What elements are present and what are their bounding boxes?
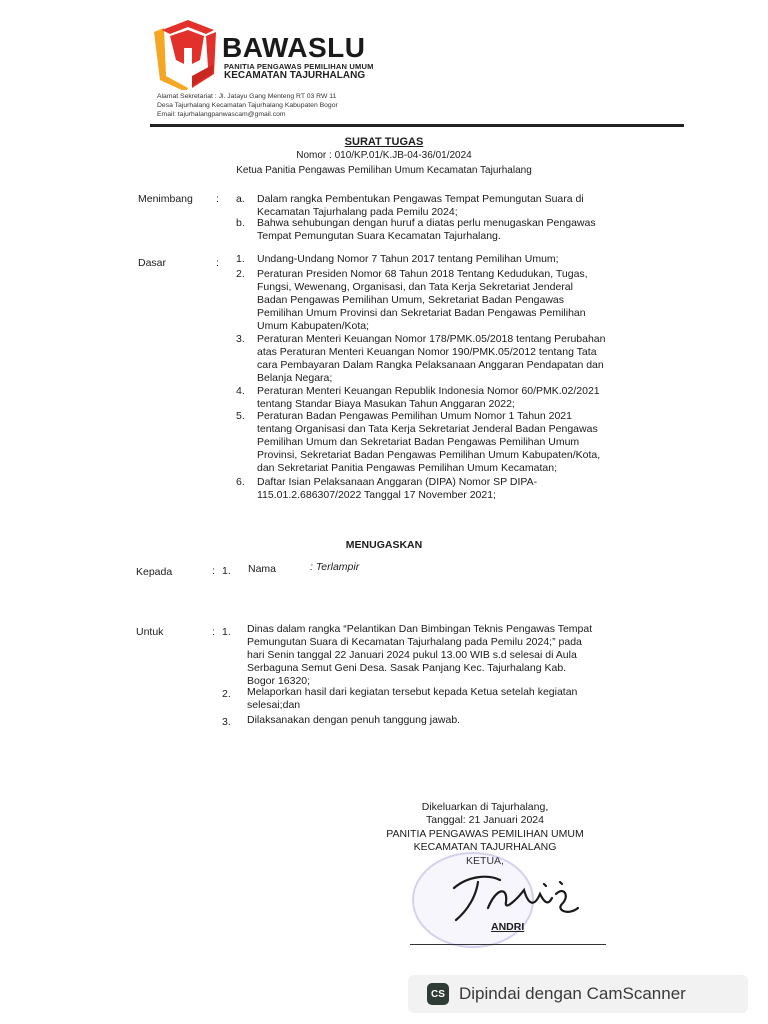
dasar-item-4: [257, 385, 657, 411]
untuk-item-1-line-1: Dinas dalam rangka “Pelantikan Dan Bimbingan Teknis Pengawas Tempat: [247, 623, 593, 635]
menimbang-item-a: [257, 193, 661, 219]
untuk-item-2: [247, 686, 647, 712]
dasar-item-6-line-1: Daftar Isian Pelaksanaan Anggaran (DIPA) Nomor SP DIPA-: [257, 476, 538, 488]
issued-place: Dikeluarkan di Tajurhalang,: [421, 801, 549, 813]
dasar-item-4-line-1: Peraturan Menteri Keuangan Republik Indonesia Nomor 60/PMK.02/2021: [257, 385, 600, 397]
dasar-item-3: [257, 333, 657, 385]
address-line-1: Alamat Sekretariat : Jl. Jatayu Gang Menteng RT 03 RW 11: [157, 93, 337, 100]
dasar-item-3-line-1: Peraturan Menteri Keuangan Nomor 178/PMK.05/2018 tentang Perubahan: [257, 333, 606, 345]
menimbang-item-a-line-2: Kecamatan Tajurhalang pada Pemilu 2024;: [257, 206, 458, 218]
menimbang-label: Menimbang: [138, 193, 193, 205]
dasar-item-5-line-5: dan Sekretariat Panitia Pengawas Pemilihan Umum Kecamatan;: [257, 462, 557, 474]
menimbang-item-b-line-1: Bahwa sehubungan dengan huruf a diatas perlu menugaskan Pengawas: [257, 217, 596, 229]
dasar-item-5-marker: 5.: [236, 410, 245, 422]
document-number: Nomor : 010/KP.01/K.JB-04-36/01/2024: [296, 150, 472, 161]
menimbang-item-b-line-2: Tempat Pemungutan Suara Kecamatan Tajurhalang.: [257, 230, 501, 242]
untuk-item-2-line-2: selesai;dan: [247, 699, 301, 711]
untuk-item-3: [247, 714, 647, 727]
signatory-name: ANDRI: [491, 921, 525, 933]
dasar-item-3-line-2: atas Peraturan Menteri Keuangan Nomor 190/PMK.05/2012 tentang Tata: [257, 346, 597, 358]
dasar-item-4-marker: 4.: [236, 385, 245, 397]
camscanner-icon: CS: [427, 983, 449, 1005]
dasar-item-5-line-2: tentang Organisasi dan Tata Kerja Sekretariat Jenderal Badan Pengawas: [257, 423, 598, 435]
bawaslu-logo-icon: [152, 18, 218, 90]
signature-underline: [410, 944, 606, 945]
dasar-item-1-marker: 1.: [236, 253, 245, 265]
untuk-item-3-marker: 3.: [222, 716, 231, 728]
org-subtitle: PANITIA PENGAWAS PEMILIHAN UMUM: [224, 62, 374, 71]
dasar-item-2-line-2: Fungsi, Wewenang, Organisasi, dan Tata Kerja Sekretariat Jenderal: [257, 281, 573, 293]
menimbang-item-a-marker: a.: [236, 193, 245, 205]
dasar-colon: :: [216, 257, 219, 269]
menugaskan-heading: MENUGASKAN: [345, 539, 423, 551]
menimbang-item-b-marker: b.: [236, 217, 245, 229]
dasar-item-3-line-3: cara Pembayaran Dalam Rangka Pelaksanaan Anggaran Pendapatan dan: [257, 359, 604, 371]
menimbang-item-a-line-1: Dalam rangka Pembentukan Pengawas Tempat Pemungutan Suara di: [257, 193, 584, 205]
untuk-item-1: [247, 623, 647, 688]
camscanner-watermark: [408, 975, 748, 1013]
dasar-item-2-line-3: Badan Pengawas Pemilihan Umum, Sekretariat Badan Pengawas: [257, 294, 565, 306]
document-issuer: Ketua Panitia Pengawas Pemilihan Umum Kecamatan Tajurhalang: [236, 165, 532, 176]
dasar-item-5-line-1: Peraturan Badan Pengawas Pemilihan Umum Nomor 1 Tahun 2021: [257, 410, 572, 422]
kepada-field-name: Nama: [248, 563, 277, 575]
untuk-item-1-line-4: Serbaguna Semut Geni Desa. Sasak Panjang Kec. Tajurhalang Kab.: [247, 662, 567, 674]
dasar-item-2-line-4: Pemilihan Umum Provinsi dan Sekretariat Badan Pengawas Pemilihan: [257, 307, 586, 319]
signatory-role: KETUA,: [466, 855, 504, 867]
dasar-item-6-marker: 6.: [236, 476, 245, 488]
dasar-item-6: [257, 476, 657, 502]
dasar-item-2: [257, 268, 657, 333]
untuk-item-1-marker: 1.: [222, 626, 231, 638]
dasar-item-5-line-3: Pemilihan Umum dan Sekretariat Badan Pengawas Pemilihan Umum: [257, 436, 580, 448]
camscanner-text: Dipindai dengan CamScanner: [459, 984, 686, 1003]
dasar-item-2-marker: 2.: [236, 268, 245, 280]
letterhead-divider: [150, 124, 684, 127]
signatory-district: KECAMATAN TAJURHALANG: [413, 841, 557, 853]
kepada-colon: :: [212, 565, 215, 577]
untuk-item-2-marker: 2.: [222, 688, 231, 700]
org-name: BAWASLU: [222, 32, 366, 63]
untuk-item-2-line-1: Melaporkan hasil dari kegiatan tersebut kepada Ketua setelah kegiatan: [247, 686, 578, 698]
signatory-org: PANITIA PENGAWAS PEMILIHAN UMUM: [386, 828, 584, 840]
dasar-item-5: [257, 410, 657, 475]
untuk-label: Untuk: [136, 626, 164, 638]
dasar-item-6-line-2: 115.01.2.686307/2022 Tanggal 17 November 2021;: [257, 489, 496, 501]
address-line-2: Desa Tajurhalang Kecamatan Tajurhalang Kabupaten Bogor: [157, 102, 338, 109]
dasar-item-3-line-4: Belanja Negara;: [257, 372, 333, 384]
dasar-item-2-line-1: Peraturan Presiden Nomor 68 Tahun 2018 Tentang Kedudukan, Tugas,: [257, 268, 588, 280]
kepada-label: Kepada: [136, 566, 173, 578]
issued-date: Tanggal: 21 Januari 2024: [426, 814, 544, 826]
dasar-item-5-line-4: Provinsi, Sekretariat Badan Pengawas Pemilihan Umum Kabupaten/Kota,: [257, 449, 601, 461]
org-district: KECAMATAN TAJURHALANG: [224, 70, 366, 81]
dasar-item-2-line-5: Umum Kabupaten/Kota;: [257, 320, 370, 332]
dasar-item-4-line-2: tentang Standar Biaya Masukan Tahun Anggaran 2022;: [257, 398, 515, 410]
dasar-label: Dasar: [138, 257, 167, 269]
untuk-colon: :: [212, 626, 215, 638]
kepada-field-value: : Terlampir: [310, 561, 360, 573]
handwritten-signature: [448, 868, 588, 928]
menimbang-item-b: [257, 217, 661, 243]
menimbang-colon: :: [216, 193, 219, 205]
document-title: SURAT TUGAS: [344, 136, 424, 148]
untuk-item-1-line-3: hari Senin tanggal 22 Januari 2024 pukul 13.00 WIB s.d selesai di Aula: [247, 649, 577, 661]
kepada-item-marker: 1.: [222, 565, 231, 577]
untuk-item-1-line-2: Pemungutan Suara di Kecamatan Tajurhalang pada Pemilu 2024;” pada: [247, 636, 582, 648]
address-email: Email: tajurhalangpanwascam@gmail.com: [157, 111, 286, 118]
dasar-item-1: [257, 253, 657, 266]
untuk-item-1-line-5: Bogor 16320;: [247, 675, 311, 687]
untuk-item-3-line-1: Dilaksanakan dengan penuh tanggung jawab.: [247, 714, 461, 726]
dasar-item-3-marker: 3.: [236, 333, 245, 345]
dasar-item-1-line-1: Undang-Undang Nomor 7 Tahun 2017 tentang Pemilihan Umum;: [257, 253, 559, 265]
